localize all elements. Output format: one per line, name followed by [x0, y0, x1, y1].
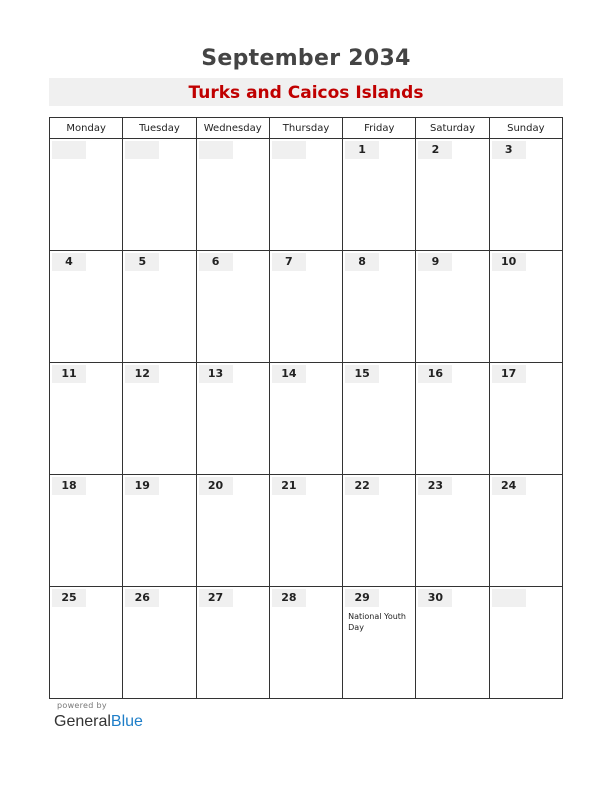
- weekday-header: Friday: [343, 118, 416, 139]
- weekday-header: Monday: [50, 118, 123, 139]
- day-number: 18: [61, 479, 77, 492]
- day-number: 30: [427, 591, 444, 604]
- day-cell[interactable]: [50, 587, 123, 699]
- day-cell[interactable]: [489, 139, 562, 251]
- day-cell[interactable]: [269, 139, 342, 251]
- day-cell[interactable]: [416, 475, 489, 587]
- day-number-box: [418, 477, 452, 495]
- day-cell[interactable]: [196, 475, 269, 587]
- day-number-box: [272, 141, 306, 159]
- day-number: 9: [431, 255, 440, 268]
- day-number: 24: [501, 479, 517, 492]
- day-number-box: [199, 589, 233, 607]
- country-name: Turks and Caicos Islands: [188, 83, 424, 103]
- day-number: 7: [285, 255, 293, 268]
- day-cell[interactable]: [123, 139, 196, 251]
- day-number: 14: [281, 367, 297, 380]
- generalblue-logo[interactable]: [54, 713, 143, 731]
- day-number-box: [492, 141, 526, 159]
- brand-general: General: [54, 713, 111, 730]
- day-number-box: [52, 253, 86, 271]
- day-number-box: [272, 477, 306, 495]
- day-number: 21: [281, 479, 297, 492]
- weekday-header: Tuesday: [123, 118, 196, 139]
- brand-blue: Blue: [110, 713, 143, 730]
- week-row: [50, 587, 563, 699]
- week-row: [50, 139, 563, 251]
- day-number-box: [52, 589, 86, 607]
- day-cell[interactable]: [196, 363, 269, 475]
- day-number: 6: [211, 255, 220, 268]
- day-number: 22: [354, 479, 370, 492]
- day-cell[interactable]: [269, 587, 342, 699]
- day-number-box: [125, 477, 159, 495]
- weekday-header-row: [50, 118, 563, 139]
- day-cell[interactable]: [489, 251, 562, 363]
- day-number: 4: [65, 255, 73, 268]
- day-number: 10: [501, 255, 517, 268]
- week-row: [50, 475, 563, 587]
- day-number: 2: [431, 143, 440, 156]
- day-number: 1: [358, 143, 366, 156]
- day-cell[interactable]: [123, 475, 196, 587]
- day-cell[interactable]: [269, 475, 342, 587]
- day-cell[interactable]: [343, 475, 416, 587]
- day-number: 25: [61, 591, 77, 604]
- day-cell[interactable]: [343, 587, 416, 699]
- day-number-box: [492, 589, 526, 607]
- day-number-box: [125, 141, 159, 159]
- day-number: 23: [427, 479, 444, 492]
- day-cell[interactable]: [196, 139, 269, 251]
- day-number: 26: [134, 591, 150, 604]
- day-cell[interactable]: [416, 139, 489, 251]
- day-number: 20: [207, 479, 224, 492]
- day-number-box: [52, 365, 86, 383]
- holiday-note: National Youth Day: [348, 612, 406, 632]
- day-number: 15: [354, 367, 370, 380]
- day-number: 12: [134, 367, 150, 380]
- day-number-box: [52, 477, 86, 495]
- weekday-header: Thursday: [269, 118, 342, 139]
- day-number-box: [199, 477, 233, 495]
- day-cell[interactable]: [489, 587, 562, 699]
- day-number-box: [492, 477, 526, 495]
- week-row: [50, 251, 563, 363]
- day-cell[interactable]: [489, 475, 562, 587]
- day-cell[interactable]: [196, 251, 269, 363]
- calendar-title: September 2034: [201, 46, 411, 71]
- day-cell[interactable]: [343, 139, 416, 251]
- day-cell[interactable]: [416, 251, 489, 363]
- day-number: 27: [207, 591, 224, 604]
- day-number-box: [52, 141, 86, 159]
- day-cell[interactable]: [50, 251, 123, 363]
- day-number: 29: [354, 591, 370, 604]
- day-number-box: [125, 253, 159, 271]
- day-number-box: [199, 253, 233, 271]
- day-cell[interactable]: [123, 251, 196, 363]
- day-number-box: [125, 589, 159, 607]
- day-number-box: [492, 365, 526, 383]
- day-number: 19: [134, 479, 150, 492]
- day-number-box: [272, 589, 306, 607]
- day-number: 28: [281, 591, 297, 604]
- country-banner: [49, 78, 563, 106]
- weekday-header: Sunday: [489, 118, 562, 139]
- day-number-box: [418, 589, 452, 607]
- day-number-box: [345, 589, 379, 607]
- day-cell[interactable]: [416, 587, 489, 699]
- day-number: 5: [138, 255, 147, 268]
- day-number-box: [199, 141, 233, 159]
- day-number: 16: [427, 367, 444, 380]
- day-cell[interactable]: [343, 251, 416, 363]
- day-cell[interactable]: [50, 475, 123, 587]
- day-number: 17: [501, 367, 517, 380]
- day-cell[interactable]: [489, 363, 562, 475]
- day-number-box: [418, 141, 452, 159]
- day-number-box: [125, 365, 159, 383]
- weekday-header: Wednesday: [196, 118, 269, 139]
- day-number-box: [345, 365, 379, 383]
- day-number-box: [272, 253, 306, 271]
- day-cell[interactable]: [416, 363, 489, 475]
- day-cell[interactable]: [50, 363, 123, 475]
- calendar-grid: [49, 117, 563, 699]
- day-number: 3: [504, 143, 513, 156]
- day-cell[interactable]: [196, 587, 269, 699]
- day-cell[interactable]: [343, 363, 416, 475]
- day-number-box: [492, 253, 526, 271]
- week-row: [50, 363, 563, 475]
- day-cell[interactable]: [123, 363, 196, 475]
- day-cell[interactable]: [123, 587, 196, 699]
- day-number-box: [199, 365, 233, 383]
- day-cell[interactable]: [50, 139, 123, 251]
- day-number-box: [418, 365, 452, 383]
- powered-by-label: powered by: [57, 701, 107, 710]
- day-number-box: [418, 253, 452, 271]
- day-cell[interactable]: [269, 363, 342, 475]
- day-number: 13: [207, 367, 224, 380]
- day-number: 11: [61, 367, 77, 380]
- day-number-box: [345, 477, 379, 495]
- day-number-box: [272, 365, 306, 383]
- day-number: 8: [358, 255, 366, 268]
- weekday-header: Saturday: [416, 118, 489, 139]
- day-cell[interactable]: [269, 251, 342, 363]
- day-number-box: [345, 253, 379, 271]
- day-number-box: [345, 141, 379, 159]
